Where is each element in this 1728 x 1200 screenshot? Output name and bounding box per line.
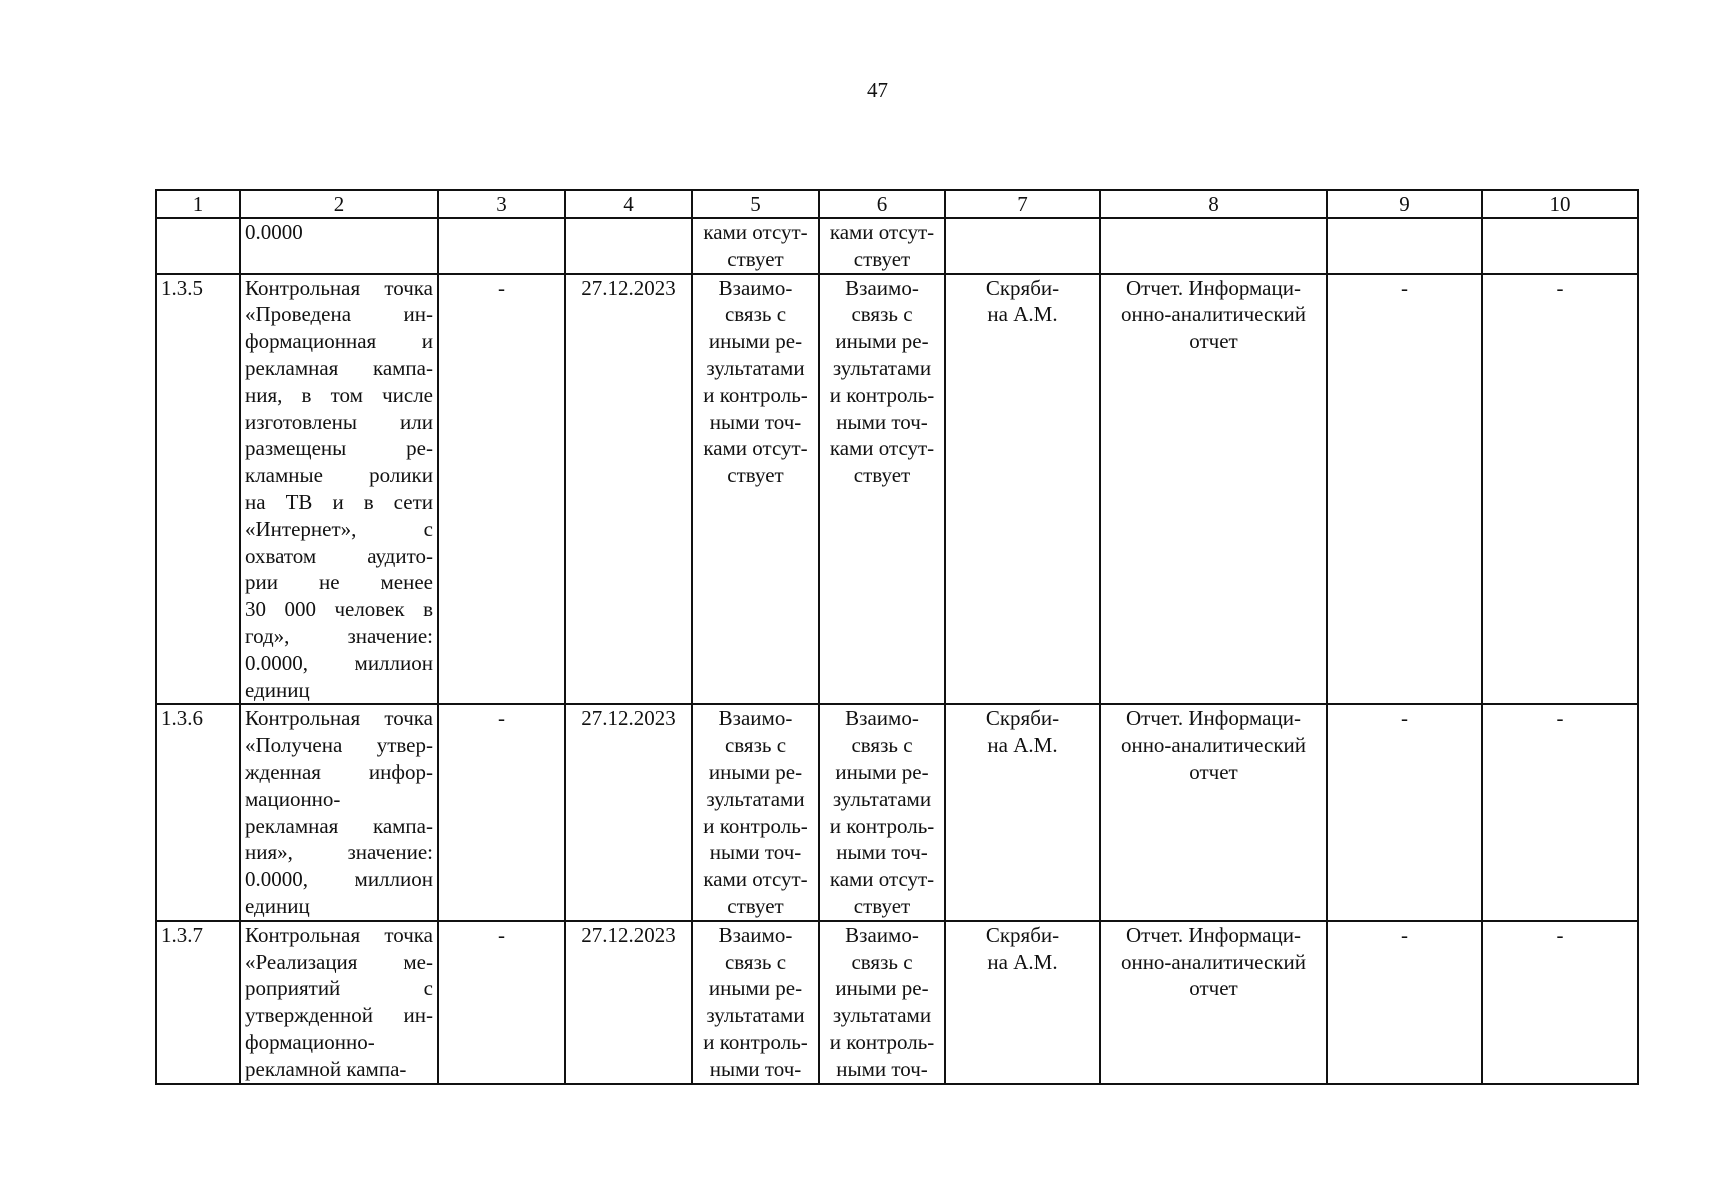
cell-text-line: иными ре- xyxy=(835,976,929,1001)
cell-text-line: ствует xyxy=(727,463,784,488)
table-row xyxy=(156,704,1638,920)
column-header-2: 2 xyxy=(240,190,438,218)
cell-text-line: Контрольная точка xyxy=(245,706,433,731)
page-number: 47 xyxy=(867,78,888,102)
cell-text-line: «Получена утвер- xyxy=(245,733,433,758)
cell-text-line: роприятий с xyxy=(245,976,433,1001)
cell-text-line: иными ре- xyxy=(708,759,803,784)
cell-text-line: ния», значение: xyxy=(245,840,433,865)
cell-text-line: связь с xyxy=(724,733,787,758)
cell-text-line: на ТВ и в сети xyxy=(245,489,433,514)
table-cell-col-10 xyxy=(1482,218,1638,274)
cell-text-line: 30 000 человек в xyxy=(245,597,433,622)
cell-text-line: иными ре- xyxy=(835,329,929,354)
table-cell-col-4 xyxy=(565,921,692,1084)
column-header-4: 4 xyxy=(565,190,692,218)
cell-text-line: ствует xyxy=(853,893,911,918)
cell-text-line: рекламная кампа- xyxy=(245,355,433,380)
cell-text-line: размещены ре- xyxy=(245,436,433,461)
cell-text-line: Взаимо- xyxy=(718,922,793,947)
cell-text-line: зультатами xyxy=(706,1003,805,1028)
cell-text-line: Скряби- xyxy=(985,706,1060,731)
cell-text-line: Взаимо- xyxy=(718,275,793,300)
cell-text-line: Контрольная точка xyxy=(245,922,433,947)
table-cell-col-10 xyxy=(1482,921,1638,1084)
table-row xyxy=(156,274,1638,705)
cell-text-line: «Интернет», с xyxy=(245,516,433,541)
table-cell-col-7 xyxy=(945,704,1100,920)
table-cell-col-4 xyxy=(565,704,692,920)
cell-text-line: изготовлены или xyxy=(245,409,433,434)
table-cell-col-2 xyxy=(240,274,438,705)
table-cell-col-3 xyxy=(438,921,565,1084)
table-cell-col-7 xyxy=(945,274,1100,705)
cell-text-line: единиц xyxy=(245,677,310,702)
table-row xyxy=(156,218,1638,274)
cell-text-line: зультатами xyxy=(832,786,932,811)
table-cell-col-1 xyxy=(156,274,240,705)
cell-text-line: Скряби- xyxy=(985,275,1060,300)
cell-text-line: ствует xyxy=(727,893,784,918)
table-cell-col-4 xyxy=(565,218,692,274)
cell-text-line: связь с xyxy=(851,733,913,758)
table-cell-col-3 xyxy=(438,704,565,920)
table-cell-col-2 xyxy=(240,704,438,920)
table-cell-col-2 xyxy=(240,921,438,1084)
cell-text-line: Взаимо- xyxy=(845,922,919,947)
cell-text-line: и контроль- xyxy=(703,382,808,407)
cell-text-line: единиц xyxy=(245,893,310,918)
data-table xyxy=(155,189,1639,1085)
table-cell-col-10 xyxy=(1482,704,1638,920)
cell-text: 1.3.6 xyxy=(161,706,203,731)
cell-text-line: иными ре- xyxy=(708,976,803,1001)
cell-text-line: на А.М. xyxy=(987,949,1058,974)
cell-text-line: иными ре- xyxy=(708,329,803,354)
cell-text-line: ками отсут- xyxy=(829,220,935,244)
table-cell-col-9 xyxy=(1327,218,1482,274)
header-row xyxy=(156,190,1638,218)
cell-text: - xyxy=(1556,275,1564,300)
cell-text: 1.3.5 xyxy=(161,275,203,300)
cell-text-line: онно-аналитический xyxy=(1120,302,1307,327)
cell-text-line: утвержденной ин- xyxy=(245,1003,433,1028)
cell-text-line: Отчет. Информаци- xyxy=(1126,922,1301,947)
cell-text: - xyxy=(498,706,505,731)
column-header-5: 5 xyxy=(692,190,819,218)
cell-text-line: связь с xyxy=(851,302,913,327)
table-row xyxy=(156,921,1638,1084)
cell-text-line: рекламной кампа- xyxy=(245,1056,407,1081)
cell-text: - xyxy=(498,275,505,300)
cell-text-line: ками отсут- xyxy=(829,867,935,892)
cell-text-line: на А.М. xyxy=(987,733,1058,758)
table-cell-col-3 xyxy=(438,274,565,705)
table-cell-col-3 xyxy=(438,218,565,274)
cell-text-line: отчет xyxy=(1189,759,1238,784)
cell-text: - xyxy=(1401,922,1408,947)
table-cell-col-6 xyxy=(819,218,945,274)
table-cell-col-5 xyxy=(692,704,819,920)
cell-text-line: ными точ- xyxy=(709,840,802,865)
table-cell-col-9 xyxy=(1327,274,1482,705)
cell-text-line: ствует xyxy=(853,463,911,488)
cell-text: - xyxy=(1556,706,1564,731)
cell-text-line: и контроль- xyxy=(829,813,935,838)
table-cell-col-4 xyxy=(565,274,692,705)
table-cell-col-8 xyxy=(1100,704,1327,920)
cell-text-line: жденная инфор- xyxy=(245,759,433,784)
cell-text-line: ными точ- xyxy=(709,1056,802,1081)
cell-text-line: онно-аналитический xyxy=(1120,733,1307,758)
cell-text: 27.12.2023 xyxy=(581,922,676,947)
cell-text-line: год», значение: xyxy=(245,623,433,648)
cell-text-line: Скряби- xyxy=(985,922,1060,947)
cell-text-line: Отчет. Информаци- xyxy=(1126,275,1301,300)
cell-text-line: ния, в том числе xyxy=(245,382,433,407)
cell-text: - xyxy=(1401,706,1408,731)
table-cell-col-5 xyxy=(692,274,819,705)
column-header-1: 1 xyxy=(156,190,240,218)
column-header-7: 7 xyxy=(945,190,1100,218)
cell-text-line: онно-аналитический xyxy=(1120,949,1307,974)
table-cell-col-1 xyxy=(156,921,240,1084)
cell-text-line: рекламная кампа- xyxy=(245,813,433,838)
cell-text-line: рии не менее xyxy=(245,570,433,595)
cell-text-line: ными точ- xyxy=(836,409,928,434)
cell-text-line: ствует xyxy=(853,246,911,271)
table-cell-col-8 xyxy=(1100,274,1327,705)
cell-text-line: и контроль- xyxy=(829,382,935,407)
cell-text-line: и контроль- xyxy=(829,1029,935,1054)
cell-text-line: зультатами xyxy=(832,1003,932,1028)
cell-text-line: Контрольная точка xyxy=(245,275,433,300)
cell-text: - xyxy=(1556,922,1564,947)
cell-text-line: зультатами xyxy=(706,786,805,811)
cell-text-line: Взаимо- xyxy=(845,706,919,731)
cell-text-line: ками отсут- xyxy=(703,436,808,461)
cell-text-line: мационно- xyxy=(245,786,341,811)
table-cell-col-5 xyxy=(692,218,819,274)
table-cell-col-8 xyxy=(1100,218,1327,274)
cell-text: - xyxy=(498,922,505,947)
cell-text-line: связь с xyxy=(851,949,913,974)
cell-text-line: ными точ- xyxy=(709,409,802,434)
cell-text-line: ными точ- xyxy=(836,840,928,865)
cell-text-line: и контроль- xyxy=(703,813,808,838)
cell-text-line: Взаимо- xyxy=(718,706,793,731)
column-header-9: 9 xyxy=(1327,190,1482,218)
cell-text-line: ками отсут- xyxy=(703,220,808,244)
table-cell-col-8 xyxy=(1100,921,1327,1084)
cell-text-line: «Проведена ин- xyxy=(245,302,433,327)
cell-text-line: связь с xyxy=(724,302,787,327)
cell-text: - xyxy=(1401,275,1408,300)
cell-text-line: зультатами xyxy=(706,355,805,380)
cell-text-line: формационная и xyxy=(245,329,433,354)
column-header-10: 10 xyxy=(1482,190,1638,218)
table-cell-col-6 xyxy=(819,921,945,1084)
cell-text-line: связь с xyxy=(724,949,787,974)
table-cell-col-9 xyxy=(1327,921,1482,1084)
column-header-3: 3 xyxy=(438,190,565,218)
cell-text: 27.12.2023 xyxy=(581,706,676,731)
table-cell-col-7 xyxy=(945,218,1100,274)
cell-text-line: формационно- xyxy=(245,1029,375,1054)
cell-text-line: кламные ролики xyxy=(245,463,433,488)
cell-text-line: 0.0000, миллион xyxy=(245,650,433,675)
cell-text-line: иными ре- xyxy=(835,759,929,784)
table-cell-col-5 xyxy=(692,921,819,1084)
table-cell-col-6 xyxy=(819,274,945,705)
cell-text-line: отчет xyxy=(1189,329,1238,354)
cell-text: 1.3.7 xyxy=(161,922,203,947)
table-cell-col-7 xyxy=(945,921,1100,1084)
cell-text: 27.12.2023 xyxy=(581,275,676,300)
table-cell-col-2 xyxy=(240,218,438,274)
column-header-8: 8 xyxy=(1100,190,1327,218)
cell-text-line: Отчет. Информаци- xyxy=(1126,706,1301,731)
cell-text-line: на А.М. xyxy=(987,302,1058,327)
cell-text-line: зультатами xyxy=(832,355,932,380)
cell-text-line: ными точ- xyxy=(836,1056,928,1081)
cell-text-line: 0.0000, миллион xyxy=(245,867,433,892)
cell-text-line: отчет xyxy=(1189,976,1238,1001)
cell-text-line: ками отсут- xyxy=(829,436,935,461)
cell-text-line: и контроль- xyxy=(703,1029,808,1054)
table-cell-col-6 xyxy=(819,704,945,920)
cell-text-line: 0.0000 xyxy=(245,220,303,244)
table-cell-col-9 xyxy=(1327,704,1482,920)
cell-text-line: Взаимо- xyxy=(845,275,919,300)
cell-text-line: охватом аудито- xyxy=(245,543,433,568)
table-cell-col-1 xyxy=(156,218,240,274)
table-cell-col-10 xyxy=(1482,274,1638,705)
table-cell-col-1 xyxy=(156,704,240,920)
cell-text-line: ствует xyxy=(727,246,784,271)
table-body xyxy=(156,218,1638,1084)
cell-text-line: «Реализация ме- xyxy=(245,949,433,974)
column-header-6: 6 xyxy=(819,190,945,218)
cell-text-line: ками отсут- xyxy=(703,867,808,892)
